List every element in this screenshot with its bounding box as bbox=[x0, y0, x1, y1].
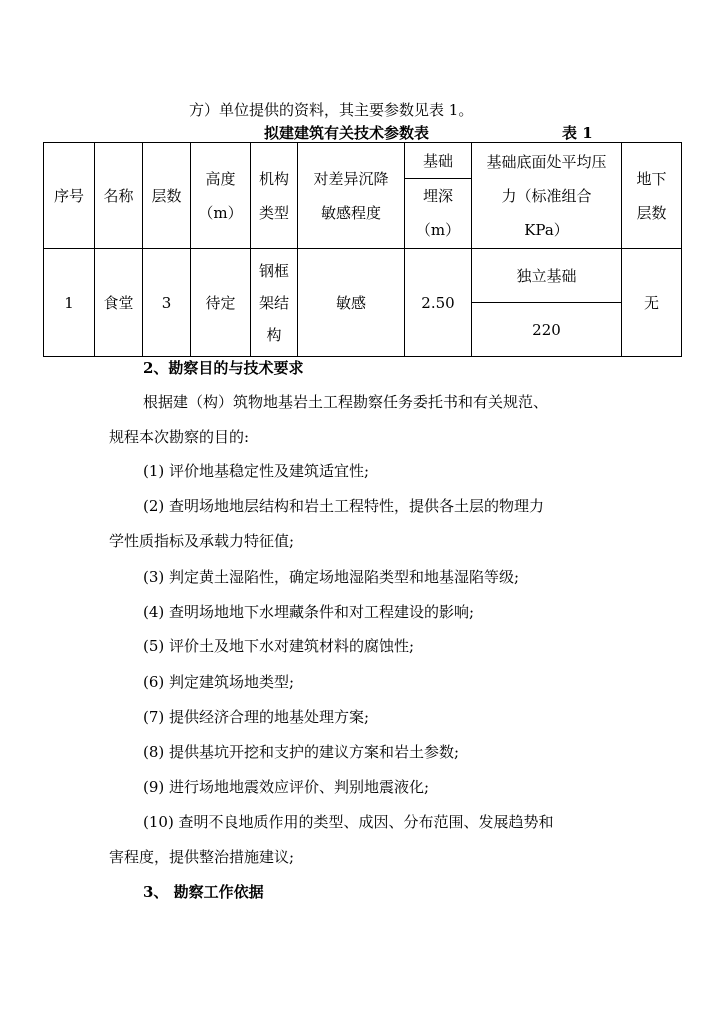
row-structure: 钢框 架结 构 bbox=[251, 249, 298, 357]
header-pressure: 基础底面处平均压 力（标准组合 KPa） bbox=[472, 143, 622, 249]
row-no: 1 bbox=[44, 249, 95, 357]
row-height: 待定 bbox=[191, 249, 251, 357]
list-item: (6) 判定建筑场地类型; bbox=[143, 673, 295, 691]
header-height: 高度 （m） bbox=[191, 143, 251, 249]
parameter-table bbox=[43, 142, 682, 357]
header-depth-2: 埋深 bbox=[405, 179, 472, 213]
header-depth-3: （m） bbox=[405, 213, 472, 249]
header-name: 名称 bbox=[95, 143, 143, 249]
header-structure: 机构 类型 bbox=[251, 143, 298, 249]
list-item: (3) 判定黄土湿陷性，确定场地湿陷类型和地基湿陷等级; bbox=[143, 568, 520, 586]
table-title: 拟建建筑有关技术参数表 bbox=[264, 124, 430, 142]
list-item: 学性质指标及承载力特征值; bbox=[109, 532, 295, 550]
row-pressure-value: 220 bbox=[472, 303, 622, 357]
row-floors: 3 bbox=[143, 249, 191, 357]
list-item: (4) 查明场地地下水埋藏条件和对工程建设的影响; bbox=[143, 603, 475, 621]
table-number: 表 1 bbox=[562, 124, 593, 142]
row-basement: 无 bbox=[622, 249, 682, 357]
para-line-2: 规程本次勘察的目的: bbox=[109, 428, 250, 446]
list-item: (9) 进行场地地震效应评价、判别地震液化; bbox=[143, 778, 430, 796]
header-settlement: 对差异沉降 敏感程度 bbox=[298, 143, 405, 249]
row-depth: 2.50 bbox=[405, 249, 472, 357]
header-no: 序号 bbox=[44, 143, 95, 249]
list-item: 害程度，提供整治措施建议; bbox=[109, 848, 295, 866]
row-settlement: 敏感 bbox=[298, 249, 405, 357]
list-item: (7) 提供经济合理的地基处理方案; bbox=[143, 708, 370, 726]
list-item: (8) 提供基坑开挖和支护的建议方案和岩土参数; bbox=[143, 743, 460, 761]
section2-title: 2、勘察目的与技术要求 bbox=[143, 359, 304, 377]
intro-line: 方）单位提供的资料，其主要参数见表 1。 bbox=[189, 101, 474, 119]
list-item: (5) 评价土及地下水对建筑材料的腐蚀性; bbox=[143, 637, 415, 655]
row-name: 食堂 bbox=[95, 249, 143, 357]
row-foundation-type: 独立基础 bbox=[472, 249, 622, 303]
header-floors: 层数 bbox=[143, 143, 191, 249]
header-depth-1: 基础 bbox=[405, 143, 472, 179]
list-item: (1) 评价地基稳定性及建筑适宜性; bbox=[143, 462, 370, 480]
header-basement: 地下 层数 bbox=[622, 143, 682, 249]
list-item: (10) 查明不良地质作用的类型、成因、分布范围、发展趋势和 bbox=[143, 813, 554, 831]
para-line-1: 根据建（构）筑物地基岩土工程勘察任务委托书和有关规范、 bbox=[143, 393, 549, 411]
section3-title: 3、 勘察工作依据 bbox=[143, 883, 264, 901]
list-item: (2) 查明场地地层结构和岩土工程特性，提供各土层的物理力 bbox=[143, 497, 545, 515]
